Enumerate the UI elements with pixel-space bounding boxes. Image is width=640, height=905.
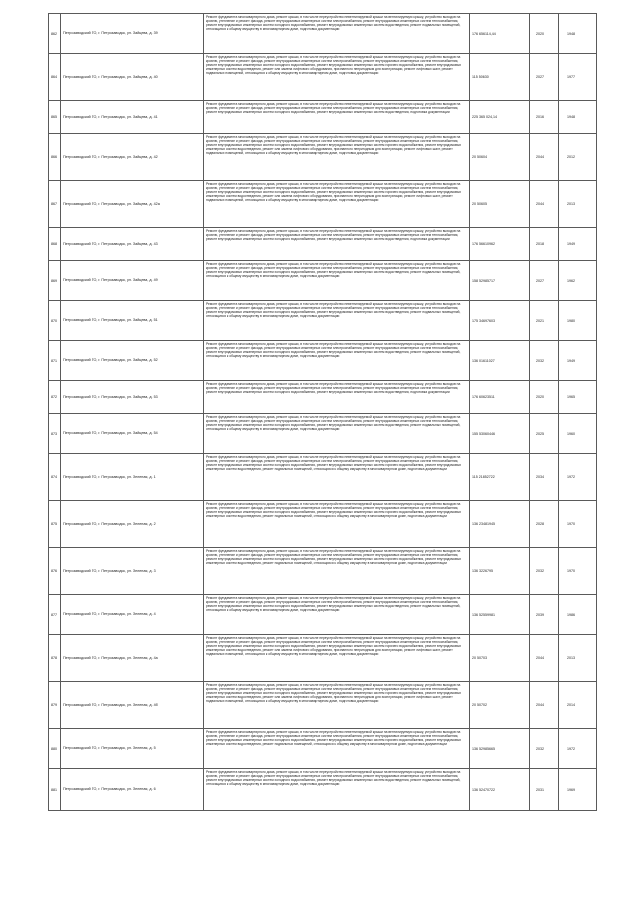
row-address: Петрозаводский ГО, г. Петрозаводск, ул. Зеленая, д. 2 bbox=[61, 501, 204, 548]
row-repair-year: 2027 bbox=[530, 54, 559, 101]
row-address: Петрозаводский ГО, г. Петрозаводск, ул. Зайцева, д. 39 bbox=[61, 14, 204, 54]
row-address: Петрозаводский ГО, г. Петрозаводск, ул. Зеленая, д. 1 bbox=[61, 454, 204, 501]
row-repair-year: 2018 bbox=[530, 228, 559, 261]
row-number: 864 bbox=[49, 54, 61, 101]
table-row bbox=[49, 341, 597, 381]
row-repair-year: 2021 bbox=[530, 301, 559, 341]
row-cost: 175 34697603 bbox=[470, 301, 530, 341]
row-number: 865 bbox=[49, 101, 61, 134]
row-repair-year: 2031 bbox=[530, 769, 559, 811]
row-number: 881 bbox=[49, 769, 61, 811]
row-address: Петрозаводский ГО, г. Петрозаводск, ул. Зайцева, д. 42а bbox=[61, 181, 204, 228]
row-works: Ремонт фундамента многоквартирного дома, ремонт крыши, в том числе переустройство невентилируемой крыши на вентилируемую крышу, устройство выходов на кровлю, утепление и ремонт фасада, ремонт внутридомовых инженерных систем электроснабжения, ремонт внутридомовых инженерных систем теплоснабжения, ремонт внутридомовых инженерных систем холодного водоснабжения, ремонт внутридомовых инженерных систем водоотведения, ремонт подвальных помещений, относящихся к общему имуществу в многоквартирном доме, подготовка документации bbox=[204, 414, 470, 454]
row-cost: 20 50703 bbox=[470, 635, 530, 682]
table-row bbox=[49, 454, 597, 501]
row-cost: 158 52985717 bbox=[470, 261, 530, 301]
table-row bbox=[49, 228, 597, 261]
row-build-year: 2014 bbox=[559, 682, 597, 729]
row-repair-year: 2025 bbox=[530, 414, 559, 454]
table-row bbox=[49, 501, 597, 548]
row-build-year: 1970 bbox=[559, 501, 597, 548]
row-build-year: 1965 bbox=[559, 381, 597, 414]
row-works: Ремонт фундамента многоквартирного дома, ремонт крыши, в том числе переустройство невентилируемой крыши на вентилируемую крышу, устройство выходов на кровлю, утепление и ремонт фасада, ремонт внутридомовых инженерных систем электроснабжения, ремонт внутридомовых инженерных систем теплоснабжения, ремонт внутридомовых инженерных систем холодного водоснабжения, ремонт внутридомовых инженерных систем горячего водоснабжения, ремонт внутридомовых инженерных систем водоотведения, ремонт подвальных помещений, относящихся к общему имуществу в многоквартирном доме, подготовка документации bbox=[204, 729, 470, 769]
row-number: 867 bbox=[49, 181, 61, 228]
row-build-year: 1980 bbox=[559, 301, 597, 341]
row-build-year: 1977 bbox=[559, 54, 597, 101]
row-works: Ремонт фундамента многоквартирного дома, ремонт крыши, в том числе переустройство невентилируемой крыши на вентилируемую крышу, устройство выходов на кровлю, утепление и ремонт фасада, ремонт внутридомовых инженерных систем электроснабжения, ремонт внутридомовых инженерных систем теплоснабжения, ремонт внутридомовых инженерных систем холодного водоснабжения, ремонт внутридомовых инженерных систем горячего водоснабжения, ремонт внутридомовых инженерных систем водоотведения, ремонт или замена лифтового оборудования, признанного непригодным для эксплуатации, ремонт лифтовых шахт, ремонт подвальных помещений, относящихся к общему имуществу в многоквартирном доме, подготовка документации bbox=[204, 181, 470, 228]
row-works: Ремонт фундамента многоквартирного дома, ремонт крыши, в том числе переустройство невентилируемой крыши на вентилируемую крышу, устройство выходов на кровлю, утепление и ремонт фасада, ремонт внутридомовых инженерных систем электроснабжения, ремонт внутридомовых инженерных систем теплоснабжения, ремонт внутридомовых инженерных систем холодного водоснабжения, ремонт внутридомовых инженерных систем горячего водоснабжения, ремонт внутридомовых инженерных систем водоотведения, ремонт подвальных помещений, относящихся к общему имуществу в многоквартирном доме, подготовка документации bbox=[204, 501, 470, 548]
row-cost: 176 60623511 bbox=[470, 381, 530, 414]
row-cost: 20 50605 bbox=[470, 181, 530, 228]
row-cost: 136 23481945 bbox=[470, 501, 530, 548]
row-cost: 176 656114,44 bbox=[470, 14, 530, 54]
row-build-year: 2012 bbox=[559, 134, 597, 181]
table-row bbox=[49, 301, 597, 341]
row-repair-year: 2020 bbox=[530, 381, 559, 414]
row-build-year: 1970 bbox=[559, 548, 597, 595]
row-cost: 136 3226795 bbox=[470, 548, 530, 595]
row-build-year: 1948 bbox=[559, 14, 597, 54]
row-works: Ремонт фундамента многоквартирного дома, ремонт крыши, в том числе переустройство невентилируемой крыши на вентилируемую крышу, устройство выходов на кровлю, утепление и ремонт фасада, ремонт внутридомовых инженерных систем электроснабжения, ремонт внутридомовых инженерных систем теплоснабжения, ремонт внутридомовых инженерных систем холодного водоснабжения, ремонт внутридомовых инженерных систем водоотведения, подготовка документации bbox=[204, 101, 470, 134]
row-cost: 20 50604 bbox=[470, 134, 530, 181]
row-build-year: 1949 bbox=[559, 228, 597, 261]
row-works: Ремонт фундамента многоквартирного дома, ремонт крыши, в том числе переустройство невентилируемой крыши на вентилируемую крышу, устройство выходов на кровлю, утепление и ремонт фасада, ремонт внутридомовых инженерных систем электроснабжения, ремонт внутридомовых инженерных систем теплоснабжения, ремонт внутридомовых инженерных систем холодного водоснабжения, ремонт внутридомовых инженерных систем горячего водоснабжения, ремонт внутридомовых инженерных систем водоотведения, ремонт или замена лифтового оборудования, признанного непригодным для эксплуатации, ремонт лифтовых шахт, ремонт подвальных помещений, относящихся к общему имуществу в многоквартирном доме, подготовка документации bbox=[204, 134, 470, 181]
row-number: 868 bbox=[49, 228, 61, 261]
row-works: Ремонт фундамента многоквартирного дома, ремонт крыши, в том числе переустройство невентилируемой крыши на вентилируемую крышу, устройство выходов на кровлю, утепление и ремонт фасада, ремонт внутридомовых инженерных систем электроснабжения, ремонт внутридомовых инженерных систем теплоснабжения, ремонт внутридомовых инженерных систем холодного водоснабжения, ремонт внутридомовых инженерных систем горячего водоснабжения, ремонт внутридомовых инженерных систем водоотведения, ремонт или замена лифтового оборудования, признанного непригодным для эксплуатации, ремонт лифтовых шахт, ремонт подвальных помещений, относящихся к общему имуществу в многоквартирном доме, подготовка документации bbox=[204, 635, 470, 682]
row-number: 866 bbox=[49, 134, 61, 181]
row-cost: 155 53060446 bbox=[470, 414, 530, 454]
row-repair-year: 2034 bbox=[530, 454, 559, 501]
table-row bbox=[49, 414, 597, 454]
row-works: Ремонт фундамента многоквартирного дома, ремонт крыши, в том числе переустройство невентилируемой крыши на вентилируемую крышу, устройство выходов на кровлю, утепление и ремонт фасада, ремонт внутридомовых инженерных систем электроснабжения, ремонт внутридомовых инженерных систем теплоснабжения, ремонт внутридомовых инженерных систем холодного водоснабжения, ремонт внутридомовых инженерных систем горячего водоснабжения, ремонт внутридомовых инженерных систем водоотведения, ремонт или замена лифтового оборудования, признанного непригодным для эксплуатации, ремонт лифтовых шахт, ремонт подвальных помещений, относящихся к общему имуществу в многоквартирном доме, подготовка документации bbox=[204, 54, 470, 101]
row-number: 862 bbox=[49, 14, 61, 54]
row-build-year: 1962 bbox=[559, 261, 597, 301]
table-row bbox=[49, 14, 597, 54]
table-row bbox=[49, 54, 597, 101]
row-repair-year: 2027 bbox=[530, 261, 559, 301]
row-works: Ремонт фундамента многоквартирного дома, ремонт крыши, в том числе переустройство невентилируемой крыши на вентилируемую крышу, устройство выходов на кровлю, утепление и ремонт фасада, ремонт внутридомовых инженерных систем электроснабжения, ремонт внутридомовых инженерных систем теплоснабжения, ремонт внутридомовых инженерных систем холодного водоснабжения, ремонт внутридомовых инженерных систем горячего водоснабжения, ремонт внутридомовых инженерных систем водоотведения, ремонт подвальных помещений, относящихся к общему имуществу в многоквартирном доме, подготовка документации bbox=[204, 548, 470, 595]
row-number: 870 bbox=[49, 301, 61, 341]
table-row bbox=[49, 101, 597, 134]
row-address: Петрозаводский ГО, г. Петрозаводск, ул. Зайцева, д. 54 bbox=[61, 414, 204, 454]
row-repair-year: 2044 bbox=[530, 635, 559, 682]
row-address: Петрозаводский ГО, г. Петрозаводск, ул. Зайцева, д. 49 bbox=[61, 261, 204, 301]
row-repair-year: 2044 bbox=[530, 134, 559, 181]
row-number: 879 bbox=[49, 682, 61, 729]
row-build-year: 1960 bbox=[559, 414, 597, 454]
row-number: 871 bbox=[49, 341, 61, 381]
row-number: 873 bbox=[49, 414, 61, 454]
row-repair-year: 2032 bbox=[530, 548, 559, 595]
table-body bbox=[49, 14, 597, 811]
row-build-year: 1972 bbox=[559, 454, 597, 501]
row-cost: 225 365 024,14 bbox=[470, 101, 530, 134]
capital-repair-table bbox=[48, 13, 597, 811]
table-row bbox=[49, 729, 597, 769]
row-works: Ремонт фундамента многоквартирного дома, ремонт крыши, в том числе переустройство невентилируемой крыши на вентилируемую крышу, устройство выходов на кровлю, утепление и ремонт фасада, ремонт внутридомовых инженерных систем электроснабжения, ремонт внутридомовых инженерных систем теплоснабжения, ремонт внутридомовых инженерных систем холодного водоснабжения, ремонт внутридомовых инженерных систем водоотведения, подготовка документации bbox=[204, 381, 470, 414]
row-works: Ремонт фундамента многоквартирного дома, ремонт крыши, в том числе переустройство невентилируемой крыши на вентилируемую крышу, устройство выходов на кровлю, утепление и ремонт фасада, ремонт внутридомовых инженерных систем электроснабжения, ремонт внутридомовых инженерных систем теплоснабжения, ремонт внутридомовых инженерных систем холодного водоснабжения, ремонт внутридомовых инженерных систем горячего водоснабжения, ремонт внутридомовых инженерных систем водоотведения, ремонт или замена лифтового оборудования, признанного непригодным для эксплуатации, ремонт лифтовых шахт, ремонт подвальных помещений, относящихся к общему имуществу в многоквартирном доме, подготовка документации bbox=[204, 682, 470, 729]
table-row bbox=[49, 548, 597, 595]
row-repair-year: 2039 bbox=[530, 595, 559, 635]
row-repair-year: 2044 bbox=[530, 181, 559, 228]
row-number: 878 bbox=[49, 635, 61, 682]
row-address: Петрозаводский ГО, г. Петрозаводск, ул. Зайцева, д. 51 bbox=[61, 301, 204, 341]
row-address: Петрозаводский ГО, г. Петрозаводск, ул. Зайцева, д. 41 bbox=[61, 101, 204, 134]
row-number: 874 bbox=[49, 454, 61, 501]
row-number: 869 bbox=[49, 261, 61, 301]
row-address: Петрозаводский ГО, г. Петрозаводск, ул. Зеленая, д. 4б bbox=[61, 682, 204, 729]
table-row bbox=[49, 595, 597, 635]
row-cost: 20 50702 bbox=[470, 682, 530, 729]
row-cost: 136 01611027 bbox=[470, 341, 530, 381]
row-cost: 115 21852722 bbox=[470, 454, 530, 501]
row-repair-year: 2016 bbox=[530, 101, 559, 134]
row-works: Ремонт фундамента многоквартирного дома, ремонт крыши, в том числе переустройство невентилируемой крыши на вентилируемую крышу, устройство выходов на кровлю, утепление и ремонт фасада, ремонт внутридомовых инженерных систем электроснабжения, ремонт внутридомовых инженерных систем теплоснабжения, ремонт внутридомовых инженерных систем холодного водоснабжения, ремонт внутридомовых инженерных систем водоотведения, ремонт подвальных помещений, относящихся к общему имуществу в многоквартирном доме, подготовка документации bbox=[204, 14, 470, 54]
row-address: Петрозаводский ГО, г. Петрозаводск, ул. Зайцева, д. 52 bbox=[61, 341, 204, 381]
row-number: 872 bbox=[49, 381, 61, 414]
row-cost: 136 52985665 bbox=[470, 729, 530, 769]
row-build-year: 2013 bbox=[559, 635, 597, 682]
row-number: 877 bbox=[49, 595, 61, 635]
row-repair-year: 2032 bbox=[530, 729, 559, 769]
row-cost: 136 52470722 bbox=[470, 769, 530, 811]
row-works: Ремонт фундамента многоквартирного дома, ремонт крыши, в том числе переустройство невентилируемой крыши на вентилируемую крышу, устройство выходов на кровлю, утепление и ремонт фасада, ремонт внутридомовых инженерных систем электроснабжения, ремонт внутридомовых инженерных систем теплоснабжения, ремонт внутридомовых инженерных систем холодного водоснабжения, ремонт внутридомовых инженерных систем водоотведения, ремонт подвальных помещений, относящихся к общему имуществу в многоквартирном доме, подготовка документации bbox=[204, 769, 470, 811]
row-number: 876 bbox=[49, 548, 61, 595]
row-address: Петрозаводский ГО, г. Петрозаводск, ул. Зеленая, д. 3 bbox=[61, 548, 204, 595]
row-address: Петрозаводский ГО, г. Петрозаводск, ул. Зеленая, д. 4 bbox=[61, 595, 204, 635]
row-build-year: 1986 bbox=[559, 595, 597, 635]
table-row bbox=[49, 381, 597, 414]
table-row bbox=[49, 181, 597, 228]
row-number: 880 bbox=[49, 729, 61, 769]
row-build-year: 2013 bbox=[559, 181, 597, 228]
table-row bbox=[49, 635, 597, 682]
row-cost: 176 56610962 bbox=[470, 228, 530, 261]
row-address: Петрозаводский ГО, г. Петрозаводск, ул. Зайцева, д. 53 bbox=[61, 381, 204, 414]
row-works: Ремонт фундамента многоквартирного дома, ремонт крыши, в том числе переустройство невентилируемой крыши на вентилируемую крышу, устройство выходов на кровлю, утепление и ремонт фасада, ремонт внутридомовых инженерных систем электроснабжения, ремонт внутридомовых инженерных систем теплоснабжения, ремонт внутридомовых инженерных систем холодного водоснабжения, ремонт внутридомовых инженерных систем водоотведения, ремонт подвальных помещений, относящихся к общему имуществу в многоквартирном доме, подготовка документации bbox=[204, 261, 470, 301]
table-row bbox=[49, 682, 597, 729]
table-row bbox=[49, 134, 597, 181]
row-works: Ремонт фундамента многоквартирного дома, ремонт крыши, в том числе переустройство невентилируемой крыши на вентилируемую крышу, устройство выходов на кровлю, утепление и ремонт фасада, ремонт внутридомовых инженерных систем электроснабжения, ремонт внутридомовых инженерных систем теплоснабжения, ремонт внутридомовых инженерных систем холодного водоснабжения, ремонт внутридомовых инженерных систем водоотведения, подготовка документации bbox=[204, 228, 470, 261]
row-works: Ремонт фундамента многоквартирного дома, ремонт крыши, в том числе переустройство невентилируемой крыши на вентилируемую крышу, устройство выходов на кровлю, утепление и ремонт фасада, ремонт внутридомовых инженерных систем электроснабжения, ремонт внутридомовых инженерных систем теплоснабжения, ремонт внутридомовых инженерных систем холодного водоснабжения, ремонт внутридомовых инженерных систем водоотведения, ремонт подвальных помещений, относящихся к общему имуществу в многоквартирном доме, подготовка документации bbox=[204, 301, 470, 341]
row-build-year: 1969 bbox=[559, 769, 597, 811]
row-repair-year: 2028 bbox=[530, 501, 559, 548]
row-address: Петрозаводский ГО, г. Петрозаводск, ул. Зеленая, д. 6 bbox=[61, 769, 204, 811]
row-repair-year: 2044 bbox=[530, 682, 559, 729]
row-address: Петрозаводский ГО, г. Петрозаводск, ул. Зайцева, д. 42 bbox=[61, 134, 204, 181]
table-row bbox=[49, 769, 597, 811]
row-works: Ремонт фундамента многоквартирного дома, ремонт крыши, в том числе переустройство невентилируемой крыши на вентилируемую крышу, устройство выходов на кровлю, утепление и ремонт фасада, ремонт внутридомовых инженерных систем электроснабжения, ремонт внутридомовых инженерных систем теплоснабжения, ремонт внутридомовых инженерных систем холодного водоснабжения, ремонт внутридомовых инженерных систем водоотведения, ремонт подвальных помещений, относящихся к общему имуществу в многоквартирном доме, подготовка документации bbox=[204, 595, 470, 635]
row-address: Петрозаводский ГО, г. Петрозаводск, ул. Зеленая, д. 5 bbox=[61, 729, 204, 769]
row-works: Ремонт фундамента многоквартирного дома, ремонт крыши, в том числе переустройство невентилируемой крыши на вентилируемую крышу, устройство выходов на кровлю, утепление и ремонт фасада, ремонт внутридомовых инженерных систем электроснабжения, ремонт внутридомовых инженерных систем теплоснабжения, ремонт внутридомовых инженерных систем холодного водоснабжения, ремонт внутридомовых инженерных систем водоотведения, ремонт подвальных помещений, относящихся к общему имуществу в многоквартирном доме, подготовка документации bbox=[204, 341, 470, 381]
row-works: Ремонт фундамента многоквартирного дома, ремонт крыши, в том числе переустройство невентилируемой крыши на вентилируемую крышу, устройство выходов на кровлю, утепление и ремонт фасада, ремонт внутридомовых инженерных систем электроснабжения, ремонт внутридомовых инженерных систем теплоснабжения, ремонт внутридомовых инженерных систем холодного водоснабжения, ремонт внутридомовых инженерных систем горячего водоснабжения, ремонт внутридомовых инженерных систем водоотведения, ремонт подвальных помещений, относящихся к общему имуществу в многоквартирном доме, подготовка документации bbox=[204, 454, 470, 501]
row-repair-year: 2020 bbox=[530, 14, 559, 54]
row-address: Петрозаводский ГО, г. Петрозаводск, ул. Зайцева, д. 43 bbox=[61, 228, 204, 261]
row-number: 875 bbox=[49, 501, 61, 548]
row-cost: 115 50630 bbox=[470, 54, 530, 101]
row-build-year: 1949 bbox=[559, 341, 597, 381]
row-build-year: 1972 bbox=[559, 729, 597, 769]
row-address: Петрозаводский ГО, г. Петрозаводск, ул. Зайцева, д. 40 bbox=[61, 54, 204, 101]
table-row bbox=[49, 261, 597, 301]
row-repair-year: 2032 bbox=[530, 341, 559, 381]
row-build-year: 1948 bbox=[559, 101, 597, 134]
row-address: Петрозаводский ГО, г. Петрозаводск, ул. Зеленая, д. 4а bbox=[61, 635, 204, 682]
row-cost: 136 52559981 bbox=[470, 595, 530, 635]
